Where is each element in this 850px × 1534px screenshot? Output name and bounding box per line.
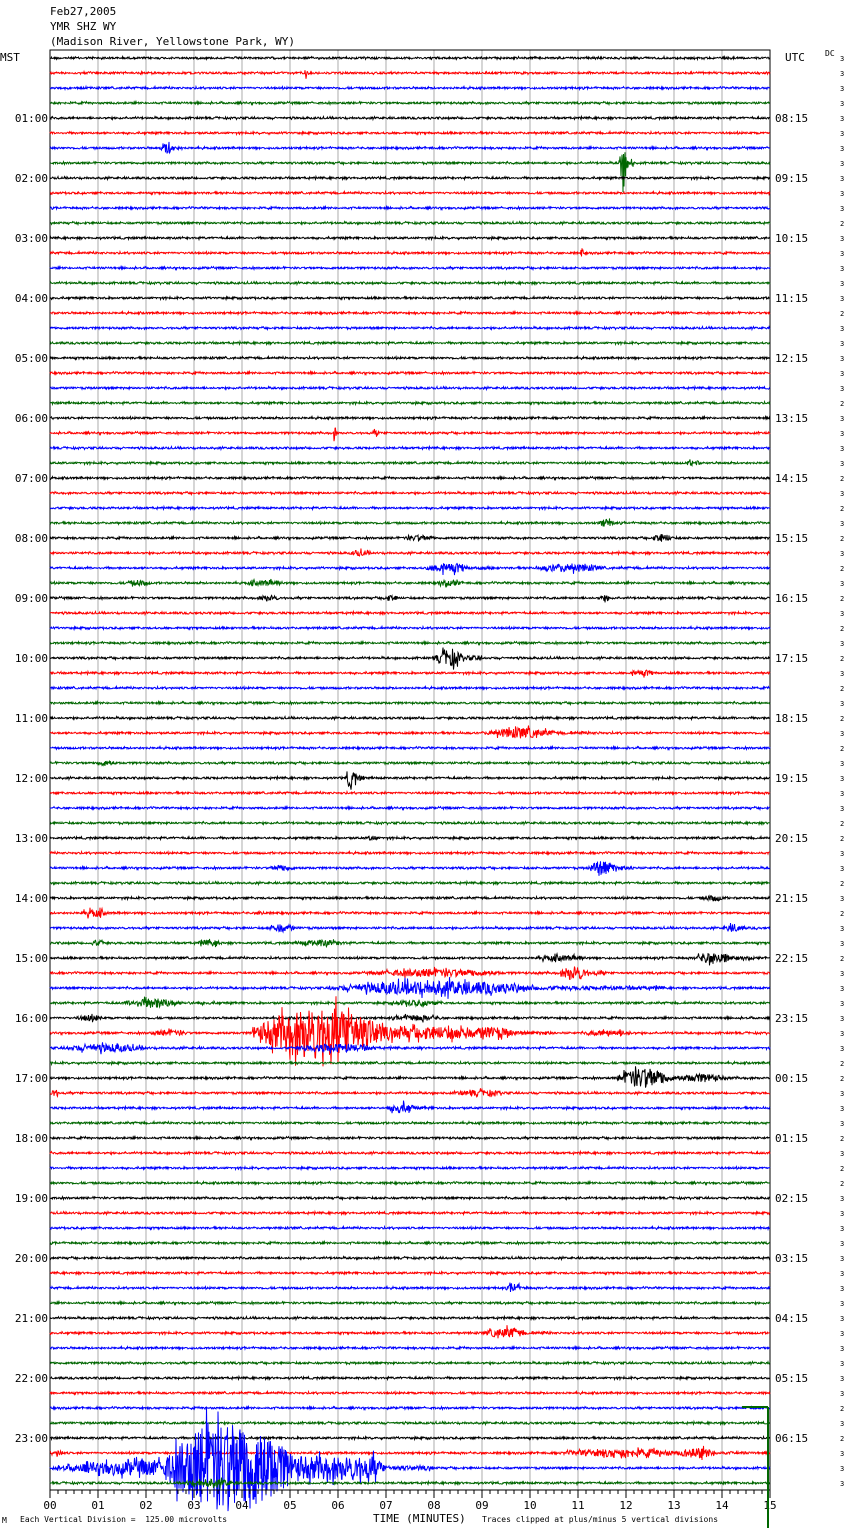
trace-39	[50, 642, 770, 645]
dc-offset-value: 3	[840, 355, 845, 363]
dc-offset-value: 3	[840, 70, 845, 78]
trace-9	[50, 192, 770, 195]
dc-offset-value: 3	[840, 295, 845, 303]
x-tick-label-09: 09	[475, 1499, 489, 1512]
dc-offset-value: 3	[840, 520, 845, 528]
trace-80	[50, 1257, 770, 1260]
trace-52	[50, 836, 770, 840]
dc-offset-value: 2	[840, 565, 845, 573]
dc-offset-value: 2	[840, 880, 845, 888]
left-hour-label: 19:00	[14, 1192, 48, 1205]
trace-28	[50, 477, 770, 480]
trace-21	[50, 372, 770, 375]
trace-49	[50, 792, 770, 795]
right-timezone-label: UTC	[785, 51, 805, 64]
dc-offset-value: 3	[840, 175, 845, 183]
plot-frame	[50, 50, 770, 1490]
dc-offset-value: 3	[840, 460, 845, 468]
trace-42	[50, 687, 770, 690]
left-hour-label: 11:00	[14, 712, 48, 725]
x-tick-label-10: 10	[523, 1499, 537, 1512]
dc-offset-value: 3	[840, 985, 845, 993]
dc-offset-value: 2	[840, 1405, 845, 1413]
trace-3	[50, 102, 770, 105]
dc-offset-value: 3	[840, 280, 845, 288]
left-hour-label: 21:00	[14, 1312, 48, 1325]
dc-offset-value: 2	[840, 505, 845, 513]
trace-53	[50, 852, 770, 855]
trace-13	[50, 248, 770, 256]
trace-24	[50, 417, 770, 420]
dc-offset-value: 2	[840, 475, 845, 483]
trace-68	[50, 1066, 770, 1087]
x-tick-label-15: 15	[763, 1499, 777, 1512]
x-tick-label-07: 07	[379, 1499, 393, 1512]
trace-56	[50, 896, 770, 901]
trace-0	[50, 57, 770, 60]
trace-70	[50, 1101, 770, 1114]
footer-clip-note: Traces clipped at plus/minus 5 vertical divisions	[482, 1515, 719, 1524]
trace-89	[50, 1392, 770, 1395]
trace-29	[50, 492, 770, 495]
dc-offset-value: 3	[840, 430, 845, 438]
right-hour-label: 04:15	[775, 1312, 809, 1325]
dc-offset-value: 3	[840, 850, 845, 858]
trace-51	[50, 822, 770, 825]
dc-offset-value: 3	[840, 1150, 845, 1158]
dc-offset-value: 3	[840, 145, 845, 153]
dc-offset-value: 3	[840, 1240, 845, 1248]
dc-offset-value: 3	[840, 1045, 845, 1053]
trace-67	[50, 1062, 770, 1065]
right-hour-label: 15:15	[775, 532, 809, 545]
dc-offset-value: 2	[840, 835, 845, 843]
dc-offset-value: 3	[840, 115, 845, 123]
trace-18	[50, 327, 770, 330]
dc-offset-value: 2	[840, 1075, 845, 1083]
trace-92	[50, 1437, 770, 1440]
trace-75	[50, 1182, 770, 1185]
trace-8	[50, 177, 770, 180]
dc-offset-value: 2	[840, 595, 845, 603]
right-hour-label: 06:15	[775, 1432, 809, 1445]
dc-offset-value: 3	[840, 1465, 845, 1473]
left-hour-label: 12:00	[14, 772, 48, 785]
right-hour-label: 00:15	[775, 1072, 809, 1085]
trace-1	[50, 70, 770, 79]
x-tick-label-02: 02	[139, 1499, 153, 1512]
dc-offset-value: 2	[840, 1180, 845, 1188]
dc-offset-value: 3	[840, 415, 845, 423]
dc-offset-value: 3	[840, 670, 845, 678]
trace-64	[50, 1014, 770, 1023]
dc-offset-value: 2	[840, 1435, 845, 1443]
x-tick-label-06: 06	[331, 1499, 345, 1512]
trace-12	[50, 237, 770, 240]
left-hour-label: 13:00	[14, 832, 48, 845]
dc-offset-value: 3	[840, 775, 845, 783]
left-hour-label: 09:00	[14, 592, 48, 605]
trace-25	[50, 428, 770, 441]
trace-26	[50, 447, 770, 450]
trace-85	[50, 1325, 770, 1338]
trace-76	[50, 1197, 770, 1200]
trace-10	[50, 207, 770, 210]
left-hour-label: 23:00	[14, 1432, 48, 1445]
left-hour-label: 22:00	[14, 1372, 48, 1385]
dc-offset-value: 3	[840, 1480, 845, 1488]
dc-offset-value: 3	[840, 1000, 845, 1008]
right-hour-label: 01:15	[775, 1132, 809, 1145]
left-hour-label: 17:00	[14, 1072, 48, 1085]
left-hour-label: 07:00	[14, 472, 48, 485]
right-hour-label: 02:15	[775, 1192, 809, 1205]
trace-81	[50, 1272, 770, 1275]
dc-offset-value: 3	[840, 370, 845, 378]
dc-offset-value: 2	[840, 535, 845, 543]
right-hour-label: 23:15	[775, 1012, 809, 1025]
x-tick-label-13: 13	[667, 1499, 681, 1512]
trace-23	[50, 402, 770, 405]
trace-46	[50, 747, 770, 750]
left-hour-label: 01:00	[14, 112, 48, 125]
dc-offset-value: 3	[840, 550, 845, 558]
dc-offset-value: 3	[840, 1090, 845, 1098]
trace-93	[50, 1446, 770, 1460]
dc-offset-value: 3	[840, 970, 845, 978]
trace-27	[50, 459, 770, 465]
dc-label: DC	[825, 49, 835, 58]
trace-group	[50, 57, 770, 1512]
dc-offset-value: 3	[840, 160, 845, 168]
dc-offset-value: 3	[840, 205, 845, 213]
trace-69	[50, 1088, 770, 1097]
right-hour-label: 09:15	[775, 172, 809, 185]
dc-offset-value: 3	[840, 340, 845, 348]
dc-offset-value: 3	[840, 1420, 845, 1428]
dc-offset-value: 3	[840, 100, 845, 108]
trace-78	[50, 1227, 770, 1230]
dc-offset-value: 3	[840, 1315, 845, 1323]
trace-66	[50, 1042, 770, 1054]
dc-offset-value: 3	[840, 1330, 845, 1338]
left-hour-label: 06:00	[14, 412, 48, 425]
dc-offset-value: 3	[840, 940, 845, 948]
dc-offset-value: 3	[840, 895, 845, 903]
trace-88	[50, 1377, 770, 1380]
right-hour-label: 11:15	[775, 292, 809, 305]
x-tick-label-11: 11	[571, 1499, 585, 1512]
trace-62	[50, 977, 770, 999]
trace-84	[50, 1317, 770, 1320]
footer-scale-note: Each Vertical Division = 125.00 microvolts	[20, 1515, 228, 1524]
dc-offset-value: 3	[840, 1030, 845, 1038]
x-tick-label-04: 04	[235, 1499, 249, 1512]
trace-54	[50, 861, 770, 876]
dc-offset-value: 3	[840, 190, 845, 198]
dc-offset-value: 3	[840, 1390, 845, 1398]
trace-72	[50, 1137, 770, 1140]
trace-14	[50, 267, 770, 270]
right-hour-label: 19:15	[775, 772, 809, 785]
right-hour-label: 16:15	[775, 592, 809, 605]
dc-offset-value: 3	[840, 445, 845, 453]
dc-offset-value: 3	[840, 265, 845, 273]
left-hour-label: 05:00	[14, 352, 48, 365]
trace-22	[50, 387, 770, 390]
dc-offset-value: 3	[840, 730, 845, 738]
trace-87	[50, 1362, 770, 1365]
dc-offset-value: 3	[840, 85, 845, 93]
header-station: YMR SHZ WY	[50, 20, 117, 33]
dc-offset-value: 3	[840, 235, 845, 243]
right-hour-label: 10:15	[775, 232, 809, 245]
trace-73	[50, 1152, 770, 1155]
x-tick-label-12: 12	[619, 1499, 633, 1512]
dc-offset-value: 3	[840, 790, 845, 798]
trace-47	[50, 761, 770, 766]
dc-offset-value: 2	[840, 1165, 845, 1173]
dc-offset-value: 3	[840, 760, 845, 768]
dc-offset-value: 3	[840, 805, 845, 813]
right-hour-label: 05:15	[775, 1372, 809, 1385]
trace-59	[50, 939, 770, 947]
left-hour-label: 02:00	[14, 172, 48, 185]
x-tick-label-01: 01	[91, 1499, 105, 1512]
dc-offset-value: 2	[840, 685, 845, 693]
dc-offset-value: 2	[840, 625, 845, 633]
dc-offset-value: 3	[840, 640, 845, 648]
trace-4	[50, 117, 770, 120]
dc-offset-value: 2	[840, 820, 845, 828]
dc-offset-value: 2	[840, 655, 845, 663]
dc-offset-value: 3	[840, 610, 845, 618]
dc-offset-value: 3	[840, 1300, 845, 1308]
trace-74	[50, 1167, 770, 1170]
trace-50	[50, 807, 770, 810]
dc-offset-value: 3	[840, 1270, 845, 1278]
trace-95	[50, 1478, 770, 1489]
trace-15	[50, 282, 770, 285]
trace-31	[50, 518, 770, 526]
dc-offset-value: 2	[840, 955, 845, 963]
trace-58	[50, 923, 770, 932]
trace-43	[50, 702, 770, 705]
dc-offset-value: 2	[840, 1135, 845, 1143]
right-hour-label: 20:15	[775, 832, 809, 845]
dc-offset-value: 2	[840, 715, 845, 723]
left-timezone-label: MST	[0, 51, 20, 64]
dc-offset-value: 3	[840, 1195, 845, 1203]
trace-55	[50, 882, 770, 885]
trace-17	[50, 312, 770, 315]
dc-offset-value: 3	[840, 1345, 845, 1353]
left-hour-label: 16:00	[14, 1012, 48, 1025]
x-tick-label-00: 00	[43, 1499, 57, 1512]
x-axis-title: TIME (MINUTES)	[373, 1512, 466, 1525]
time-gridlines	[50, 50, 770, 1490]
footer-corner-mark: M	[2, 1516, 7, 1525]
dc-offset-value: 3	[840, 1360, 845, 1368]
left-hour-label: 18:00	[14, 1132, 48, 1145]
left-hour-label: 10:00	[14, 652, 48, 665]
trace-86	[50, 1347, 770, 1350]
trace-19	[50, 342, 770, 345]
trace-91	[50, 1422, 770, 1425]
trace-11	[50, 222, 770, 225]
dc-offset-value: 3	[840, 1120, 845, 1128]
trace-48	[50, 771, 770, 789]
dc-offset-value: 2	[840, 910, 845, 918]
trace-44	[50, 717, 770, 720]
dc-offset-value: 2	[840, 400, 845, 408]
dc-offset-value: 3	[840, 55, 845, 63]
dc-offset-value: 3	[840, 250, 845, 258]
right-hour-label: 14:15	[775, 472, 809, 485]
dc-offset-value: 2	[840, 1060, 845, 1068]
trace-6	[50, 142, 770, 154]
trace-38	[50, 627, 770, 630]
dc-offset-value: 3	[840, 385, 845, 393]
right-hour-label: 13:15	[775, 412, 809, 425]
trace-71	[50, 1122, 770, 1125]
left-hour-label: 20:00	[14, 1252, 48, 1265]
header-date: Feb27,2005	[50, 5, 117, 18]
right-hour-label: 21:15	[775, 892, 809, 905]
dc-offset-value: 3	[840, 490, 845, 498]
dc-offset-value: 3	[840, 1015, 845, 1023]
right-hour-label: 18:15	[775, 712, 809, 725]
trace-5	[50, 132, 770, 135]
left-hour-label: 15:00	[14, 952, 48, 965]
trace-61	[50, 967, 770, 980]
dc-offset-value: 3	[840, 325, 845, 333]
dc-offset-value: 3	[840, 1285, 845, 1293]
trace-33	[50, 549, 770, 556]
trace-63	[50, 997, 770, 1008]
dc-offset-value: 2	[840, 220, 845, 228]
trace-83	[50, 1302, 770, 1305]
x-tick-label-14: 14	[715, 1499, 729, 1512]
dc-offset-value: 3	[840, 700, 845, 708]
dc-offset-value: 3	[840, 1450, 845, 1458]
right-hour-label: 22:15	[775, 952, 809, 965]
trace-37	[50, 612, 770, 615]
trace-32	[50, 534, 770, 542]
trace-90	[50, 1407, 770, 1410]
trace-34	[50, 563, 770, 575]
dc-offset-value: 3	[840, 1210, 845, 1218]
right-hour-label: 17:15	[775, 652, 809, 665]
dc-offset-value: 2	[840, 745, 845, 753]
dc-offset-value: 3	[840, 130, 845, 138]
right-hour-label: 03:15	[775, 1252, 809, 1265]
left-hour-label: 08:00	[14, 532, 48, 545]
x-axis	[43, 1490, 776, 1512]
left-hour-label: 04:00	[14, 292, 48, 305]
trace-36	[50, 595, 770, 602]
trace-16	[50, 297, 770, 300]
trace-60	[50, 953, 770, 965]
header-location: (Madison River, Yellowstone Park, WY)	[50, 35, 296, 48]
trace-79	[50, 1242, 770, 1245]
dc-offset-value: 3	[840, 1255, 845, 1263]
dc-offset-value: 3	[840, 865, 845, 873]
trace-7	[50, 152, 770, 192]
dc-offset-value: 2	[840, 310, 845, 318]
left-hour-label: 03:00	[14, 232, 48, 245]
dc-offset-value: 3	[840, 925, 845, 933]
trace-30	[50, 507, 770, 510]
trace-57	[50, 908, 770, 919]
dc-offset-value: 3	[840, 1105, 845, 1113]
trace-77	[50, 1212, 770, 1215]
trace-20	[50, 357, 770, 360]
dc-offset-value: 3	[840, 1375, 845, 1383]
right-hour-label: 12:15	[775, 352, 809, 365]
right-hour-label: 08:15	[775, 112, 809, 125]
dc-offset-value: 3	[840, 1225, 845, 1233]
trace-40	[50, 648, 770, 670]
trace-82	[50, 1283, 770, 1292]
trace-41	[50, 670, 770, 678]
left-hour-label: 14:00	[14, 892, 48, 905]
dc-offset-value: 3	[840, 580, 845, 588]
trace-2	[50, 87, 770, 90]
x-tick-label-08: 08	[427, 1499, 441, 1512]
x-tick-label-05: 05	[283, 1499, 297, 1512]
trace-35	[50, 579, 770, 587]
x-tick-label-03: 03	[187, 1499, 201, 1512]
trace-45	[50, 726, 770, 739]
